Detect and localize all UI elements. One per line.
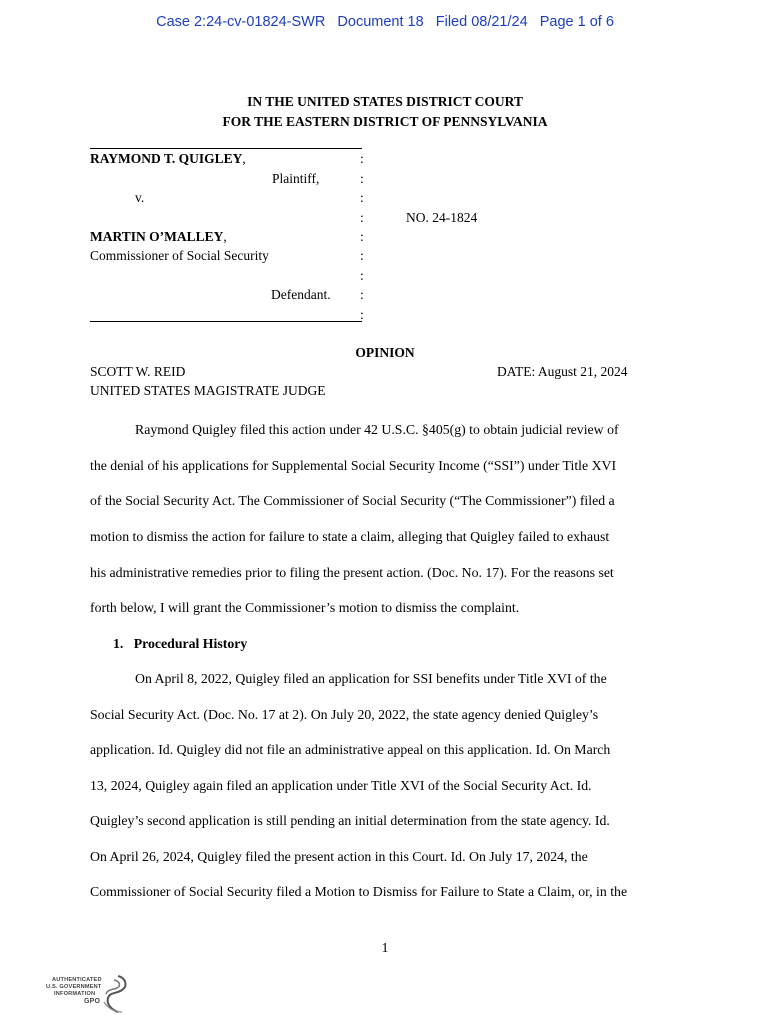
judge-name: SCOTT W. REID: [90, 364, 186, 379]
caption-colon: :: [360, 210, 364, 225]
judge-title: UNITED STATES MAGISTRATE JUDGE: [90, 383, 326, 398]
body-line: application. Id. Quigley did not file an administrative appeal on this application. Id. On March: [90, 742, 611, 757]
page-number: 1: [381, 941, 389, 956]
plaintiff-role: Plaintiff,: [272, 171, 320, 186]
body-line: forth below, I will grant the Commissioner’s motion to dismiss the complaint.: [90, 600, 520, 615]
defendant-name: MARTIN O’MALLEY,: [90, 229, 227, 244]
opinion-date: DATE: August 21, 2024: [497, 364, 628, 379]
caption-colon: :: [360, 190, 364, 205]
caption-top-rule: [90, 148, 362, 149]
caption-colon: :: [360, 171, 364, 186]
caption-colon: :: [360, 287, 364, 302]
body-line: his administrative remedies prior to filing the present action. (Doc. No. 17). For the reasons set: [90, 565, 614, 580]
body-line: Raymond Quigley filed this action under 42 U.S.C. §405(g) to obtain judicial review of: [135, 422, 619, 437]
opinion-title: OPINION: [355, 345, 415, 360]
body-line: the denial of his applications for Supplemental Social Security Income (“SSI”) under Title XVI: [90, 458, 617, 473]
seal-text: AUTHENTICATED: [52, 977, 102, 983]
seal-text: GPO: [84, 998, 101, 1005]
plaintiff-name: RAYMOND T. QUIGLEY,: [90, 151, 246, 166]
versus: v.: [135, 190, 145, 205]
defendant-role: Defendant.: [271, 287, 331, 302]
body-line: Quigley’s second application is still pending an initial determination from the state agency. Id.: [90, 813, 610, 828]
court-name-line2: FOR THE EASTERN DISTRICT OF PENNSYLVANIA: [222, 114, 548, 129]
caption-colon: :: [360, 229, 364, 244]
body-line: motion to dismiss the action for failure to state a claim, alleging that Quigley failed to exhaust: [90, 529, 610, 544]
body-line: of the Social Security Act. The Commissioner of Social Security (“The Commissioner”) filed a: [90, 493, 615, 508]
caption-colon: :: [360, 268, 364, 283]
caption-colon: :: [360, 151, 364, 166]
caption-bottom-rule: [90, 321, 362, 322]
body-line: On April 8, 2022, Quigley filed an application for SSI benefits under Title XVI of the: [135, 671, 607, 686]
seal-text: INFORMATION: [54, 991, 96, 997]
court-name-line1: IN THE UNITED STATES DISTRICT COURT: [247, 94, 523, 109]
defendant-title: Commissioner of Social Security: [90, 248, 269, 263]
case-number: NO. 24-1824: [406, 210, 478, 225]
eagle-icon: [96, 972, 130, 1016]
seal-text: U.S. GOVERNMENT: [46, 984, 102, 990]
body-line: 13, 2024, Quigley again filed an application under Title XVI of the Social Security Act. Id.: [90, 778, 592, 793]
caption-colon: :: [360, 248, 364, 263]
section-heading: 1. Procedural History: [113, 636, 248, 651]
case-header: Case 2:24-cv-01824-SWR Document 18 Filed 08/21/24 Page 1 of 6: [156, 14, 614, 30]
body-line: Commissioner of Social Security filed a Motion to Dismiss for Failure to State a Claim, or, in the: [90, 884, 628, 899]
caption-colon: :: [360, 307, 364, 322]
body-line: On April 26, 2024, Quigley filed the present action in this Court. Id. On July 17, 2024, the: [90, 849, 588, 864]
body-line: Social Security Act. (Doc. No. 17 at 2). On July 20, 2022, the state agency denied Quigley’s: [90, 707, 599, 722]
gpo-authentication-seal: [40, 972, 132, 1018]
